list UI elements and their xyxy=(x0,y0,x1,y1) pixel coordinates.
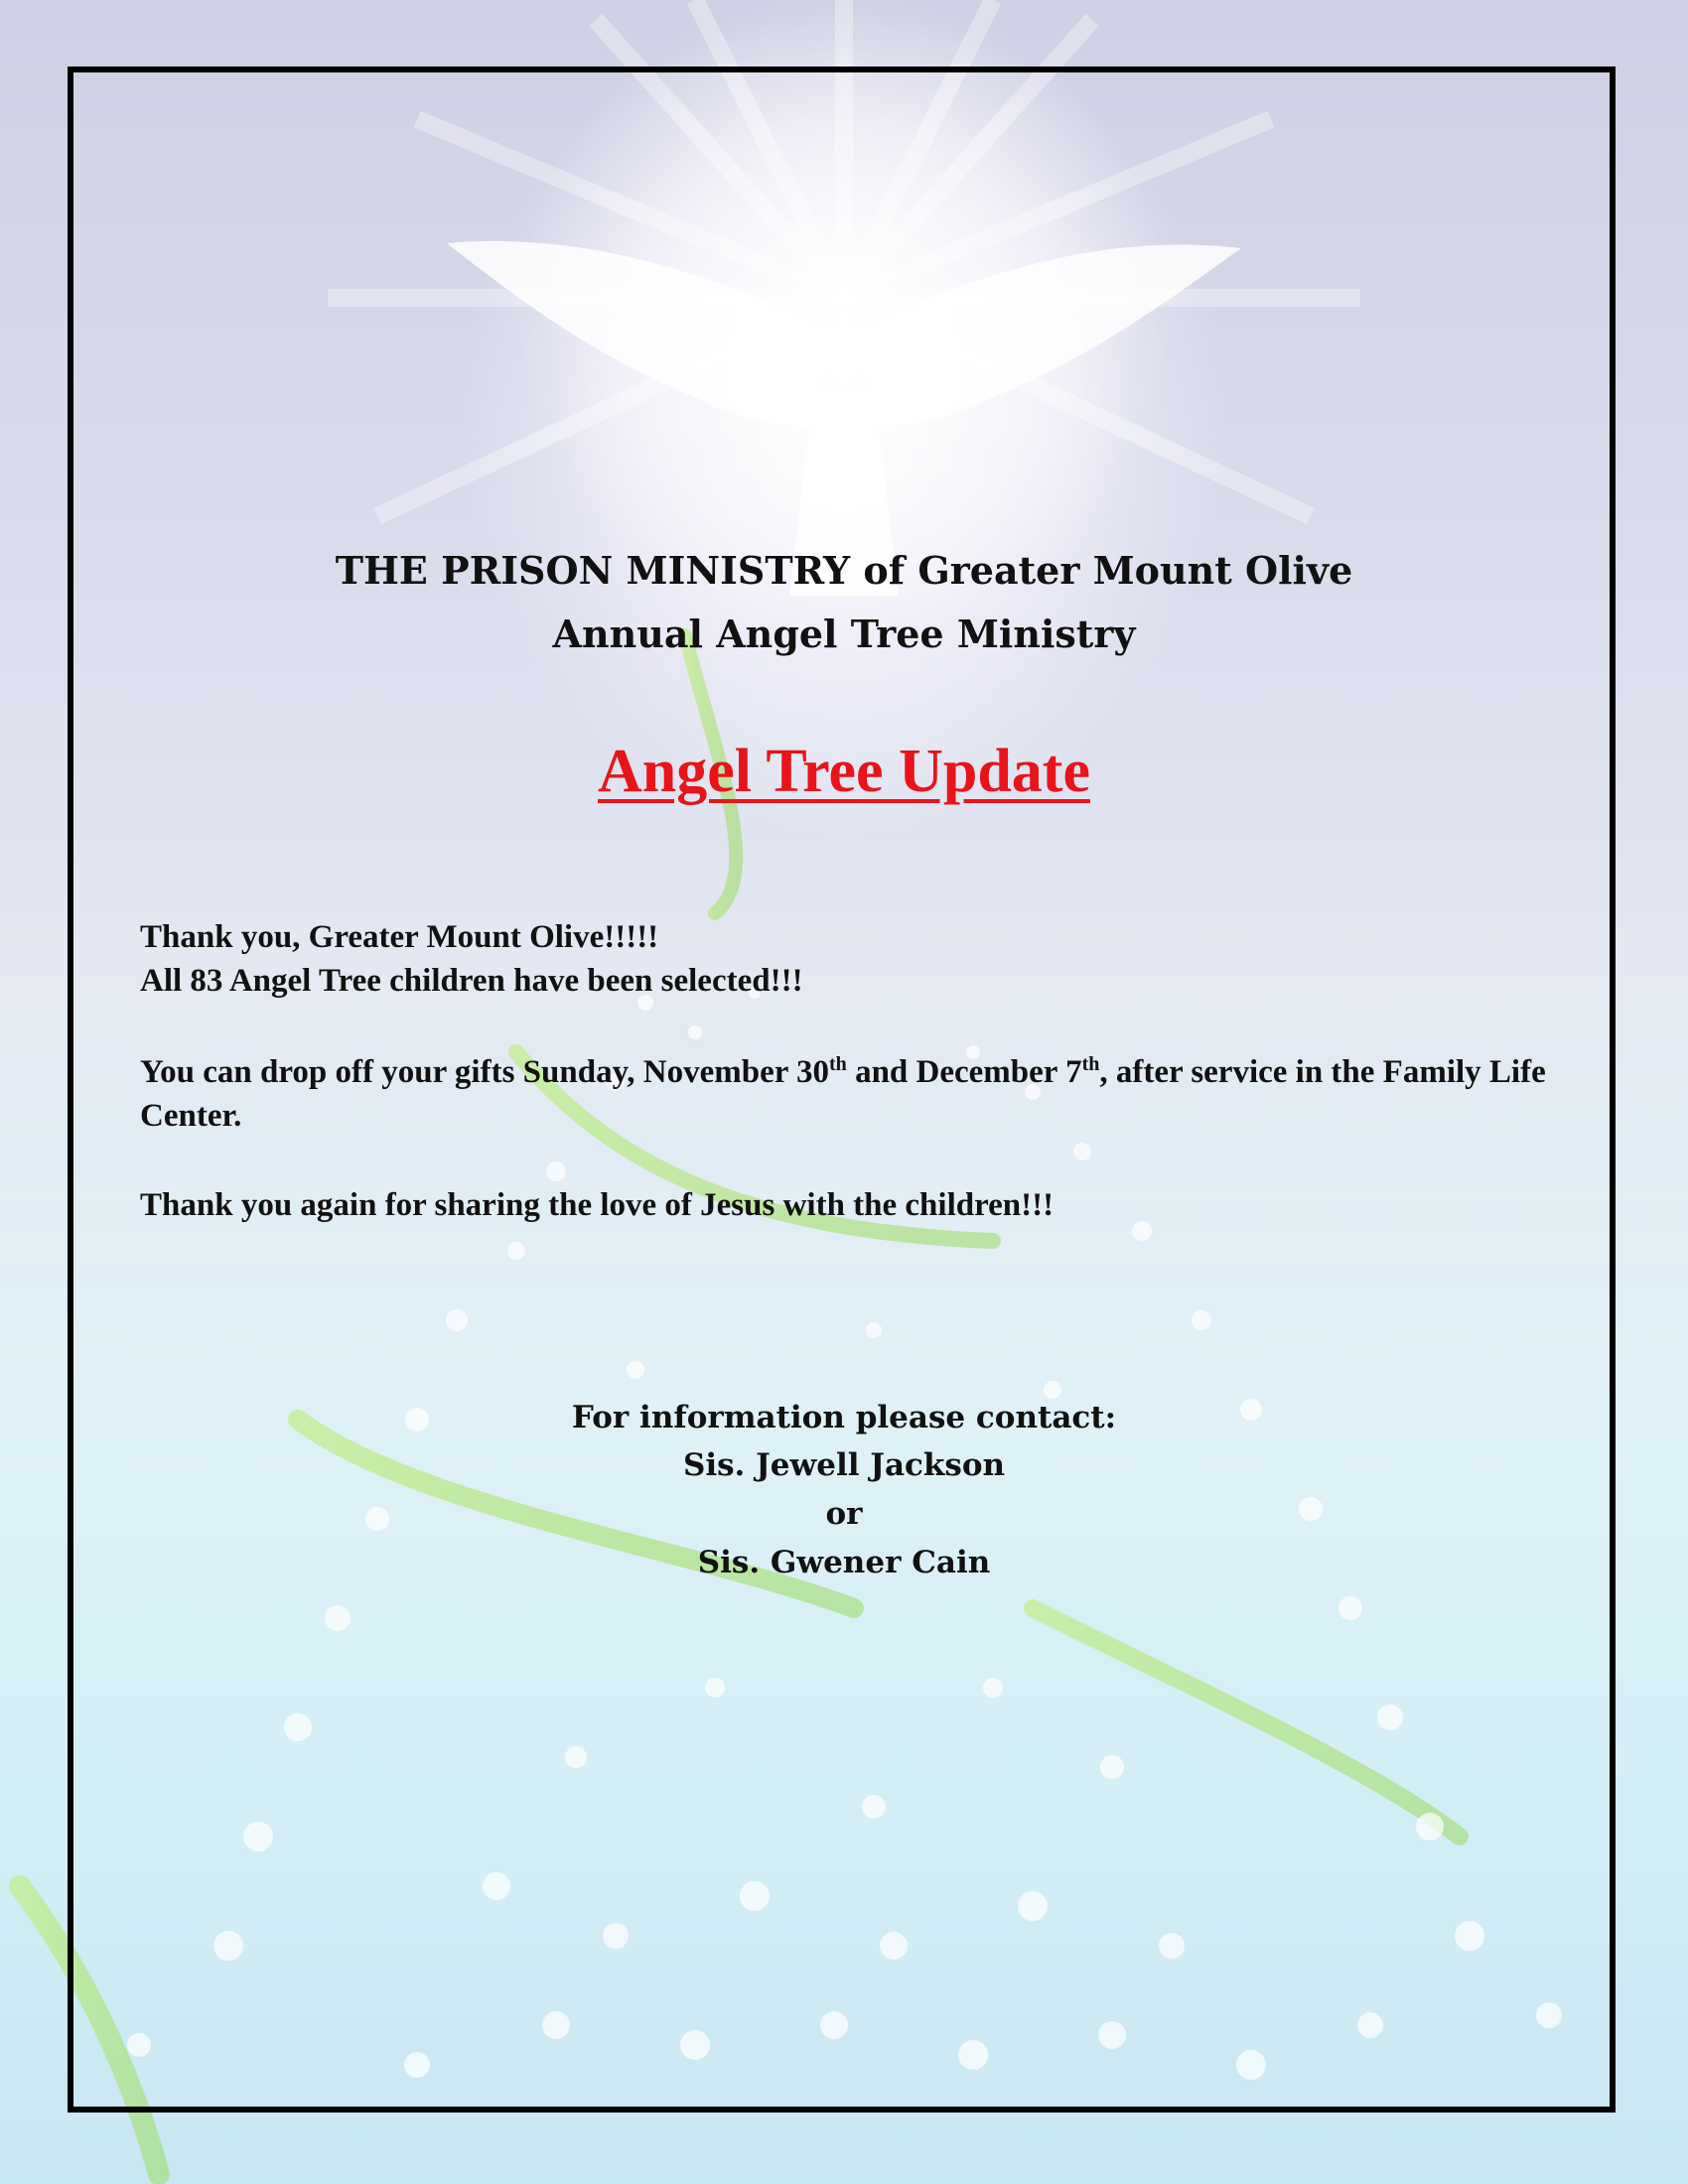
contact-person-2: Sis. Gwener Cain xyxy=(697,1545,991,1580)
dropoff-text-1: You can drop off your gifts Sunday, November 30 xyxy=(140,1054,830,1090)
contact-separator: or xyxy=(825,1496,863,1532)
ministry-heading: THE PRISON MINISTRY of Greater Mount Olive xyxy=(335,548,1353,593)
dropoff-text-2: and December 7 xyxy=(846,1054,1082,1090)
thanks-line: Thank you, Greater Mount Olive!!!!! xyxy=(140,919,659,955)
contact-person-1: Sis. Jewell Jackson xyxy=(682,1447,1006,1483)
thanks-paragraph xyxy=(140,915,1560,1003)
dropoff-ordinal-2: th xyxy=(1081,1053,1100,1075)
contact-label: For information please contact: xyxy=(571,1400,1117,1435)
selected-line: All 83 Angel Tree children have been selected!!! xyxy=(140,963,803,999)
ministry-subheading: Annual Angel Tree Ministry xyxy=(552,612,1136,656)
dropoff-text-3: , after service in the Family Life Center. xyxy=(140,1054,1546,1134)
dropoff-paragraph xyxy=(140,1050,1560,1138)
page-title: Angel Tree Update xyxy=(598,738,1090,805)
closing-line: Thank you again for sharing the love of Jesus with the children!!! xyxy=(140,1187,1055,1223)
dropoff-ordinal-1: th xyxy=(829,1053,847,1075)
